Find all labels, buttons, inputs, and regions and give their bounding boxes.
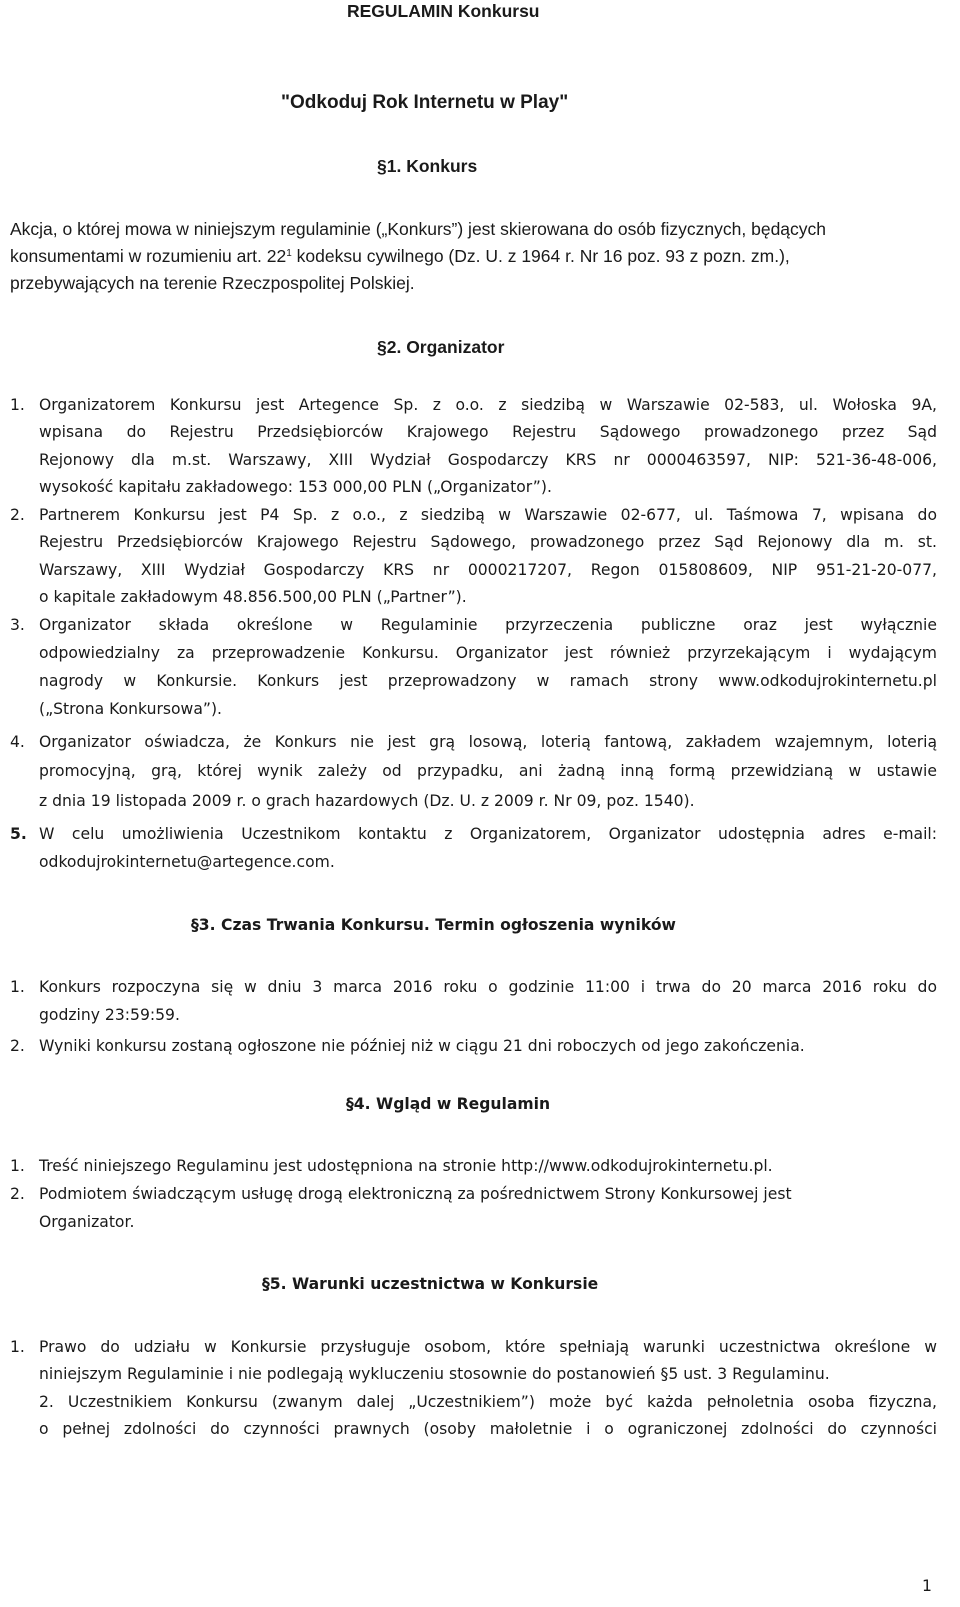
list-item-line: Konkurs rozpoczyna się w dniu 3 marca 2016 roku o godzinie 11:00 i trwa do 20 marca 2016 roku do [39,978,937,996]
list-number: 2. [10,506,25,524]
list-item-line: Organizator. [39,1213,135,1231]
list-item-line: Rejestru Przedsiębiorców Krajowego Rejestru Sądowego, prowadzonego przez Sąd Rejonowy dla m. st. [39,533,937,551]
article-superscript: 1 [286,248,292,259]
section-3-heading: §3. Czas Trwania Konkursu. Termin ogłoszenia wyników [191,916,676,934]
list-number: 2. [10,1185,25,1203]
section-1-line [10,245,790,267]
page-number: 1 [922,1577,932,1595]
list-item-line: wpisana do Rejestru Przedsiębiorców Krajowego Rejestru Sądowego prowadzonego przez Sąd [39,423,937,441]
section-1-text: konsumentami w rozumieniu art. 22 [10,246,287,266]
list-number: 1. [10,1338,25,1356]
list-number: 1. [10,978,25,996]
list-item-line: („Strona Konkursowa”). [39,700,222,718]
list-number: 2. [10,1037,25,1055]
document-title [281,92,568,114]
list-item-line: nagrody w Konkursie. Konkurs jest przeprowadzony w ramach strony www.odkodujrokinternetu.pl [39,672,937,690]
list-number: 3. [10,616,25,634]
list-item-line: wysokość kapitału zakładowego: 153 000,00 PLN („Organizator”). [39,478,552,496]
list-item-line: Treść niniejszego Regulaminu jest udostępniona na stronie http://www.odkodujrokinternetu.pl. [39,1157,773,1175]
list-number: 4. [10,733,25,751]
section-1-text: kodeksu cywilnego (Dz. U. z 1964 r. Nr 16 poz. 93 z pozn. zm.), [291,246,790,266]
list-item-line: Organizatorem Konkursu jest Artegence Sp. z o.o. z siedzibą w Warszawie 02-583, ul. Wołoska 9A, [39,396,937,414]
list-item-line: o kapitale zakładowym 48.856.500,00 PLN („Partner”). [39,588,467,606]
document-title-text: "Odkoduj Rok Internetu w Play" [281,92,569,113]
section-5-heading: §5. Warunki uczestnictwa w Konkursie [262,1275,599,1293]
list-item-line: Partnerem Konkursu jest P4 Sp. z o.o., z siedzibą w Warszawie 02-677, ul. Taśmowa 7, wpisana do [39,506,937,524]
section-1-line: przebywających na terenie Rzeczpospolitej Polskiej. [10,273,415,293]
list-item-line: W celu umożliwienia Uczestnikom kontaktu z Organizatorem, Organizator udostępnia adres e-mail: [39,825,937,843]
list-item-line: promocyjną, grą, której wynik zależy od przypadku, ani żadną inną formą przewidzianą w ustawie [39,762,937,780]
list-item-line: Organizator oświadcza, że Konkurs nie jest grą losową, loterią fantową, zakładem wzajemnym, loterią [39,733,937,751]
document-header: REGULAMIN Konkursu [347,1,540,21]
list-item-line: z dnia 19 listopada 2009 r. o grach hazardowych (Dz. U. z 2009 r. Nr 09, poz. 1540). [39,792,695,810]
list-item-line: Organizator składa określone w Regulaminie przyrzeczenia publiczne oraz jest wyłącznie [39,616,937,634]
list-number: 1. [10,1157,25,1175]
section-4-heading: §4. Wgląd w Regulamin [346,1095,551,1113]
list-item-line: Warszawy, XIII Wydział Gospodarczy KRS nr 0000217207, Regon 015808609, NIP 951-21-20-077, [39,561,937,579]
list-item-line: Wyniki konkursu zostaną ogłoszone nie później niż w ciągu 21 dni roboczych od jego zakończenia. [39,1037,805,1055]
list-item-line: Prawo do udziału w Konkursie przysługuje osobom, które spełniają warunki uczestnictwa określone w [39,1338,937,1356]
list-item-line: odkodujrokinternetu@artegence.com. [39,853,335,871]
list-item-line: godziny 23:59:59. [39,1006,180,1024]
list-number: 1. [10,396,25,414]
list-item-line: Rejonowy dla m.st. Warszawy, XIII Wydział Gospodarczy KRS nr 0000463597, NIP: 521-36-48-006, [39,451,937,469]
list-item-line: o pełnej zdolności do czynności prawnych (osoby małoletnie i o ograniczonej zdolności do czynności [39,1420,937,1438]
list-item-line: 2. Uczestnikiem Konkursu (zwanym dalej „Uczestnikiem”) może być każda pełnoletnia osoba fizyczna, [39,1393,937,1411]
section-2-heading: §2. Organizator [377,337,505,357]
list-item-line: niniejszym Regulaminie i nie podlegają wykluczeniu stosownie do postanowień §5 ust. 3 Regulaminu. [39,1365,830,1383]
section-1-heading: §1. Konkurs [377,156,478,176]
list-number: 5. [10,825,27,843]
list-item-line: Podmiotem świadczącym usługę drogą elektroniczną za pośrednictwem Strony Konkursowej jest [39,1185,792,1203]
list-item-line: odpowiedzialny za przeprowadzenie Konkursu. Organizator jest również przyrzekającym i wydającym [39,644,937,662]
section-1-line: Akcja, o której mowa w niniejszym regulaminie („Konkurs”) jest skierowana do osób fizycznych, będących [10,219,827,239]
